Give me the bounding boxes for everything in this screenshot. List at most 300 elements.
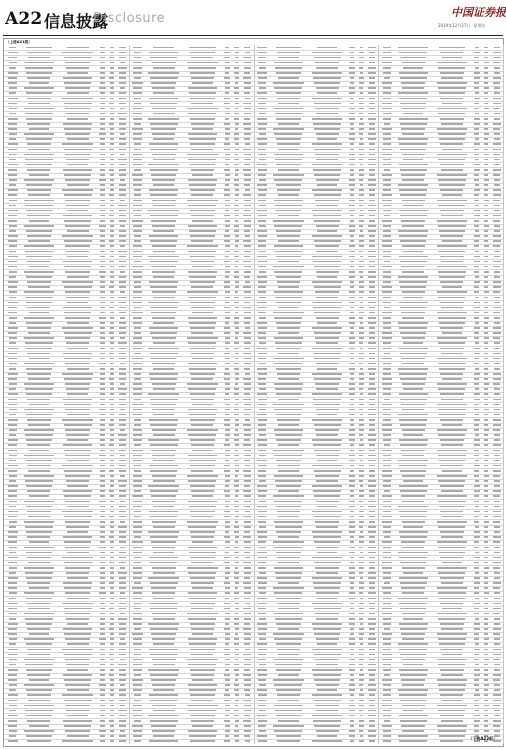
table-cell [9, 159, 16, 161]
table-cell [119, 123, 126, 125]
table-cell [225, 205, 230, 207]
table-cell [225, 179, 230, 181]
table-cell [484, 235, 488, 237]
table-row [254, 739, 379, 744]
table-cell [259, 434, 266, 436]
table-cell [24, 613, 55, 615]
table-cell [493, 628, 501, 630]
table-cell [369, 613, 374, 615]
table-cell [110, 434, 114, 436]
table-cell [359, 235, 364, 237]
table-cell [400, 424, 426, 426]
table-cell [315, 291, 339, 293]
table-cell [493, 337, 500, 339]
table-cell [188, 342, 216, 344]
table-cell [359, 495, 363, 497]
table-cell [474, 169, 480, 171]
table-cell [119, 562, 125, 564]
table-cell [402, 730, 424, 732]
table-cell [359, 133, 363, 135]
table-cell [119, 77, 126, 79]
table-cell [234, 363, 239, 365]
table-cell [437, 659, 466, 661]
table-cell [474, 450, 479, 452]
table-cell [273, 82, 304, 84]
table-cell [119, 495, 125, 497]
table-cell [191, 169, 214, 171]
table-cell [400, 444, 427, 446]
table-cell [243, 720, 251, 722]
table-cell [484, 297, 489, 299]
table-cell [368, 138, 375, 140]
table-cell [257, 506, 267, 508]
table-cell [314, 128, 340, 130]
table-cell [109, 582, 114, 584]
table-cell [401, 541, 425, 543]
table-cell [9, 67, 16, 69]
table-cell [484, 495, 487, 497]
table-cell [100, 495, 104, 497]
table-cell [314, 700, 341, 702]
table-cell [110, 725, 115, 727]
table-cell [314, 240, 341, 242]
table-cell [148, 623, 179, 625]
table-cell [257, 439, 267, 441]
table-cell [474, 312, 479, 314]
table-cell [400, 470, 426, 472]
table-cell [133, 715, 141, 717]
table-cell [493, 516, 500, 518]
table-cell [109, 77, 114, 79]
table-cell [8, 189, 18, 191]
table-cell [100, 404, 104, 406]
table-cell [359, 455, 363, 457]
table-cell [350, 536, 355, 538]
table-cell [437, 200, 466, 202]
table-cell [109, 562, 114, 564]
table-cell [369, 353, 375, 355]
table-cell [382, 358, 392, 360]
table-cell [442, 608, 463, 610]
table-cell [245, 281, 250, 283]
table-cell [120, 363, 125, 365]
table-cell [150, 307, 178, 309]
table-cell [235, 174, 239, 176]
table-cell [475, 184, 479, 186]
table-cell [153, 434, 175, 436]
table-cell [118, 113, 126, 115]
table-cell [235, 429, 238, 431]
table-cell [349, 363, 355, 365]
table-cell [110, 358, 115, 360]
table-cell [29, 82, 50, 84]
table-cell [259, 113, 266, 115]
table-cell [399, 393, 428, 395]
table-cell [368, 409, 376, 411]
table-cell [493, 189, 501, 191]
table-cell [258, 62, 266, 64]
table-cell [474, 179, 479, 181]
table-cell [133, 154, 143, 156]
table-cell [493, 725, 500, 727]
table-cell [399, 72, 428, 74]
table-cell [276, 460, 302, 462]
table-cell [234, 276, 239, 278]
table-cell [110, 189, 113, 191]
table-cell [276, 276, 302, 278]
table-cell [24, 271, 53, 273]
table-cell [65, 659, 91, 661]
table-cell [257, 256, 267, 258]
table-cell [399, 281, 427, 283]
table-cell [110, 118, 114, 120]
table-cell [440, 669, 464, 671]
table-cell [314, 57, 341, 59]
table-cell [8, 348, 18, 350]
table-cell [26, 598, 53, 600]
table-cell [26, 184, 53, 186]
table-cell [439, 689, 465, 691]
table-cell [9, 638, 17, 640]
table-cell [224, 235, 230, 237]
table-cell [438, 638, 466, 640]
table-cell [134, 123, 141, 125]
table-cell [110, 317, 114, 319]
table-cell [349, 118, 354, 120]
table-cell [349, 618, 355, 620]
table-cell [110, 740, 113, 742]
table-cell [398, 598, 429, 600]
table-cell [149, 557, 178, 559]
table-cell [243, 57, 251, 59]
table-cell [235, 557, 239, 559]
table-cell [8, 312, 17, 314]
table-cell [383, 230, 391, 232]
table-cell [244, 577, 250, 579]
table-cell [474, 628, 480, 630]
table-cell [382, 516, 392, 518]
table-cell [133, 730, 142, 732]
table-cell [494, 531, 499, 533]
table-cell [225, 393, 229, 395]
table-cell [133, 577, 141, 579]
table-cell [99, 547, 105, 549]
table-cell [383, 465, 390, 467]
table-cell [360, 92, 364, 94]
table-cell [277, 419, 300, 421]
table-cell [383, 689, 391, 691]
table-cell [64, 725, 91, 727]
table-cell [109, 169, 114, 171]
table-cell [64, 128, 91, 130]
table-cell [119, 128, 125, 130]
table-cell [273, 358, 304, 360]
table-cell [26, 276, 53, 278]
table-cell [441, 628, 463, 630]
table-cell [484, 414, 488, 416]
table-cell [277, 740, 300, 742]
table-cell [120, 475, 126, 477]
table-cell [132, 266, 142, 268]
table-cell [274, 659, 303, 661]
table-cell [235, 281, 239, 283]
table-cell [438, 251, 465, 253]
table-cell [100, 184, 106, 186]
table-cell [493, 424, 500, 426]
table-cell [190, 373, 214, 375]
table-cell [349, 475, 355, 477]
table-cell [133, 164, 141, 166]
table-cell [359, 572, 363, 574]
table-cell [134, 511, 142, 513]
table-cell [484, 276, 488, 278]
table-cell [313, 261, 341, 263]
table-cell [313, 215, 341, 217]
table-cell [100, 470, 105, 472]
table-cell [398, 138, 429, 140]
table-cell [349, 133, 355, 135]
table-cell [109, 700, 114, 702]
table-cell [9, 475, 17, 477]
table-cell [133, 92, 142, 94]
table-cell [27, 628, 50, 630]
table-cell [276, 230, 302, 232]
table-cell [244, 230, 250, 232]
table-cell [401, 82, 425, 84]
table-cell [235, 123, 239, 125]
table-cell [8, 82, 17, 84]
table-cell [368, 598, 375, 600]
table-cell [224, 98, 230, 100]
table-cell [100, 373, 105, 375]
table-cell [317, 689, 338, 691]
table-cell [234, 271, 239, 273]
table-cell [257, 414, 267, 416]
table-cell [153, 184, 174, 186]
table-cell [148, 669, 179, 671]
table-cell [134, 694, 142, 696]
table-cell [244, 531, 250, 533]
table-cell [25, 159, 53, 161]
table-cell [274, 337, 303, 339]
table-cell [484, 434, 489, 436]
table-cell [368, 669, 375, 671]
table-cell [133, 689, 142, 691]
table-cell [278, 654, 299, 656]
table-cell [119, 138, 127, 140]
table-cell [110, 67, 114, 69]
table-cell [134, 194, 141, 196]
table-cell [350, 404, 354, 406]
table-cell [474, 189, 480, 191]
table-cell [258, 358, 266, 360]
table-cell [475, 598, 479, 600]
table-cell [475, 342, 479, 344]
table-cell [109, 628, 114, 630]
table-cell [133, 598, 142, 600]
table-cell [383, 480, 392, 482]
table-cell [493, 608, 500, 610]
table-cell [225, 138, 229, 140]
table-cell [278, 169, 300, 171]
table-cell [257, 138, 267, 140]
table-cell [65, 225, 89, 227]
table-cell [275, 618, 302, 620]
table-cell [359, 200, 363, 202]
table-cell [494, 256, 499, 258]
table-cell [382, 200, 391, 202]
table-cell [369, 705, 374, 707]
table-cell [189, 689, 216, 691]
table-cell [493, 52, 501, 54]
table-cell [110, 419, 113, 421]
table-cell [349, 348, 354, 350]
table-cell [244, 220, 251, 222]
table-cell [133, 669, 141, 671]
table-cell [110, 220, 115, 222]
table-cell [484, 383, 489, 385]
table-cell [359, 342, 363, 344]
table-cell [401, 266, 425, 268]
table-cell [316, 664, 338, 666]
table-cell [110, 643, 114, 645]
table-cell [258, 215, 267, 217]
table-cell [244, 521, 251, 523]
table-cell [349, 251, 355, 253]
table-cell [350, 674, 355, 676]
table-cell [402, 87, 424, 89]
table-cell [493, 200, 500, 202]
table-cell [225, 643, 229, 645]
table-cell [110, 230, 114, 232]
table-cell [245, 143, 250, 145]
table-cell [234, 638, 239, 640]
table-cell [191, 490, 214, 492]
table-cell [110, 450, 115, 452]
table-cell [258, 373, 267, 375]
table-cell [368, 572, 376, 574]
table-cell [350, 557, 355, 559]
table-cell [350, 327, 355, 329]
table-cell [314, 332, 341, 334]
table-cell [100, 598, 106, 600]
table-cell [317, 322, 338, 324]
table-cell [474, 200, 479, 202]
table-cell [67, 72, 88, 74]
table-cell [369, 490, 375, 492]
table-cell [383, 649, 390, 651]
table-cell [8, 123, 17, 125]
table-cell [383, 133, 392, 135]
table-cell [382, 103, 392, 105]
table-cell [133, 302, 141, 304]
table-cell [24, 521, 55, 523]
table-cell [110, 439, 114, 441]
table-cell [119, 450, 125, 452]
table-cell [65, 409, 89, 411]
table-cell [133, 592, 142, 594]
table-cell [369, 261, 375, 263]
table-cell [493, 587, 500, 589]
table-cell [8, 633, 17, 635]
table-cell [437, 705, 466, 707]
table-cell [494, 638, 500, 640]
table-cell [63, 307, 92, 309]
table-cell [65, 363, 89, 365]
table-cell [440, 577, 464, 579]
table-cell [99, 317, 105, 319]
table-cell [119, 169, 126, 171]
table-cell [317, 184, 338, 186]
table-cell [383, 271, 392, 273]
table-cell [400, 628, 427, 630]
table-cell [8, 603, 18, 605]
table-cell [133, 480, 142, 482]
table-cell [402, 659, 425, 661]
table-cell [258, 511, 267, 513]
table-cell [150, 103, 177, 105]
table-cell [314, 450, 340, 452]
table-cell [225, 108, 230, 110]
table-cell [134, 332, 141, 334]
table-cell [9, 643, 16, 645]
table-cell [359, 618, 363, 620]
table-cell [440, 164, 464, 166]
table-cell [368, 179, 376, 181]
table-cell [110, 455, 114, 457]
table-cell [439, 414, 465, 416]
table-cell [8, 169, 17, 171]
table-cell [235, 399, 239, 401]
table-cell [257, 393, 267, 395]
table-cell [151, 266, 177, 268]
table-cell [67, 552, 89, 554]
table-cell [368, 184, 375, 186]
table-cell [359, 205, 363, 207]
table-cell [403, 710, 424, 712]
table-cell [24, 730, 53, 732]
table-cell [243, 286, 251, 288]
table-cell [258, 720, 267, 722]
table-cell [119, 149, 125, 151]
table-cell [278, 103, 299, 105]
table-cell [62, 603, 93, 605]
table-cell [26, 348, 52, 350]
table-cell [134, 240, 141, 242]
table-cell [100, 118, 105, 120]
table-cell [190, 511, 214, 513]
table-cell [440, 694, 463, 696]
table-cell [234, 434, 239, 436]
table-cell [474, 149, 479, 151]
table-cell [99, 684, 105, 686]
table-cell [369, 521, 374, 523]
table-cell [437, 521, 466, 523]
table-cell [110, 327, 113, 329]
table-cell [350, 582, 355, 584]
table-cell [8, 582, 17, 584]
table-cell [133, 705, 143, 707]
table-cell [190, 72, 216, 74]
table-cell [312, 256, 343, 258]
table-cell [484, 628, 488, 630]
table-cell [313, 307, 341, 309]
table-cell [67, 47, 89, 49]
table-cell [349, 547, 355, 549]
table-cell [369, 659, 374, 661]
table-cell [65, 200, 91, 202]
table-cell [350, 720, 355, 722]
